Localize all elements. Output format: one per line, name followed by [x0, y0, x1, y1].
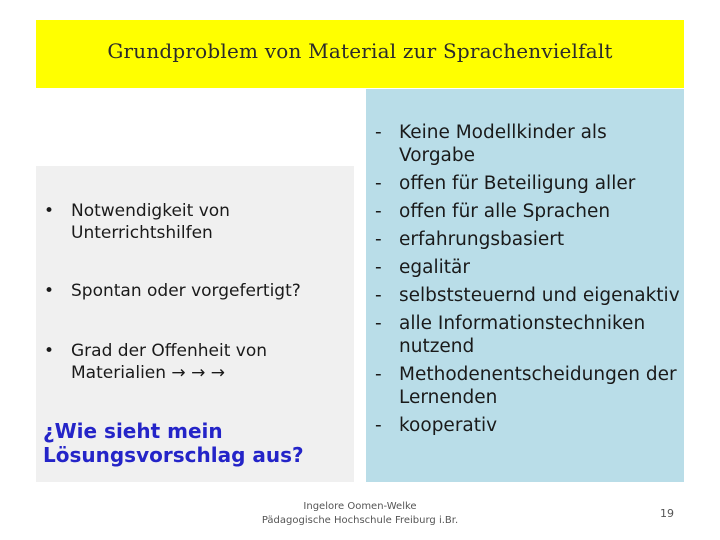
dash-icon: - — [375, 257, 382, 278]
list-item: - kooperativ — [375, 415, 498, 436]
bullet-item: • Notwendigkeit von Unterrichtshilfen — [44, 201, 230, 243]
list-item: - egalitär — [375, 257, 470, 278]
question-text: ¿Wie sieht mein Lösungsvorschlag aus? — [43, 419, 304, 467]
title-bar — [36, 20, 684, 88]
list-item: - Methodenentscheidungen der Lernenden — [375, 364, 677, 408]
footer-institution: Pädagogische Hochschule Freiburg i.Br. — [261, 515, 459, 526]
page-number: 19 — [660, 507, 674, 520]
list-item: - offen für alle Sprachen — [375, 201, 611, 222]
footer-author: Ingelore Oomen-Welke — [303, 501, 417, 512]
bullet-item: • Spontan oder vorgefertigt? — [44, 281, 301, 301]
dash-icon: - — [375, 415, 382, 436]
bullet-dot-icon: • — [44, 341, 55, 361]
criteria-list — [375, 121, 680, 442]
dash-icon: - — [375, 122, 382, 143]
dash-icon: - — [375, 285, 382, 306]
list-item: - erfahrungsbasiert — [375, 229, 565, 250]
dash-icon: - — [375, 313, 382, 334]
bullet-dot-icon: • — [44, 281, 55, 301]
left-panel — [36, 166, 354, 482]
list-item: - selbststeuernd und eigenaktiv — [375, 285, 680, 306]
dash-icon: - — [375, 173, 382, 194]
slide-title: Grundproblem von Material zur Sprachenvielfalt — [107, 39, 613, 63]
dash-icon: - — [375, 364, 382, 385]
footer — [230, 500, 490, 528]
right-panel — [366, 89, 684, 482]
bullet-item: • Grad der Offenheit von Materialien → → → — [44, 341, 268, 383]
dash-icon: - — [375, 201, 382, 222]
dash-icon: - — [375, 229, 382, 250]
list-item: - alle Informationstechniken nutzend — [375, 313, 646, 357]
list-item: - offen für Beteiligung aller — [375, 173, 636, 194]
list-item: - Keine Modellkinder als Vorgabe — [375, 122, 607, 166]
bullet-dot-icon: • — [44, 201, 55, 221]
